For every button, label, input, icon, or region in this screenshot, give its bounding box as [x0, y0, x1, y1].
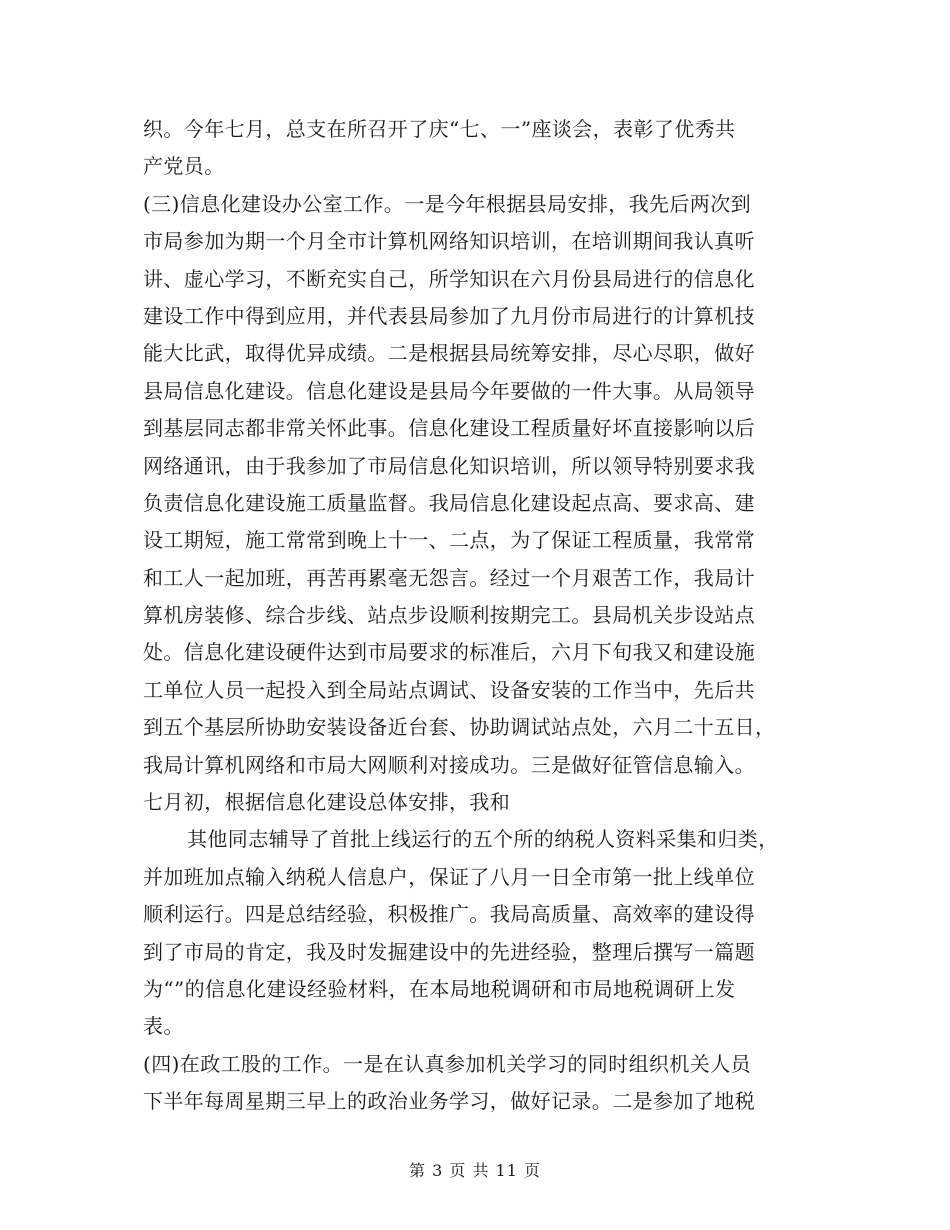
document-body	[143, 111, 823, 1121]
text-line: 市局参加为期一个月全市计算机网络知识培训，在培训期间我认真听	[143, 229, 755, 254]
text-line: 为“”的信息化建设经验材料，在本局地税调研和市局地税调研上发	[143, 976, 736, 1001]
text-line: (三)信息化建设办公室工作。一是今年根据县局安排，我先后两次到	[143, 191, 752, 216]
text-line: 到基层同志都非常关怀此事。信息化建设工程质量好坏直接影响以后	[143, 416, 755, 441]
text-line: 设工期短，施工常常到晚上十一、二点，为了保证工程质量，我常常	[143, 528, 755, 553]
text-line: 我局计算机网络和市局大网顺利对接成功。三是做好征管信息输入。	[143, 752, 755, 777]
text-line: 织。今年七月，总支在所召开了庆“七、一”座谈会，表彰了优秀共	[143, 117, 736, 141]
text-line: 表。	[143, 1014, 184, 1039]
text-line: 算机房装修、综合步线、站点步设顺利按期完工。县局机关步设站点	[143, 603, 755, 628]
text-line: 负责信息化建设施工质量监督。我局信息化建设起点高、要求高、建	[143, 490, 755, 515]
text-line: 到了市局的肯定，我及时发掘建设中的先进经验，整理后撰写一篇题	[143, 939, 755, 964]
text-line: 七月初，根据信息化建设总体安排，我和	[143, 790, 511, 815]
text-line: 建设工作中得到应用，并代表县局参加了九月份市局进行的计算机技	[143, 303, 755, 328]
text-line: 和工人一起加班，再苦再累毫无怨言。经过一个月艰苦工作，我局计	[143, 565, 755, 590]
text-line: (四)在政工股的工作。一是在认真参加机关学习的同时组织机关人员	[143, 1051, 752, 1076]
text-line: 工单位人员一起投入到全局站点调试、设备安装的工作当中，先后共	[143, 677, 755, 702]
text-line: 到五个基层所协助安装设备近台套、协助调试站点处，六月二十五日，	[143, 715, 776, 740]
text-line: 顺利运行。四是总结经验，积极推广。我局高质量、高效率的建设得	[143, 902, 755, 927]
text-line: 讲、虚心学习，不断充实自己，所学知识在六月份县局进行的信息化	[143, 266, 755, 291]
text-line: 其他同志辅导了首批上线运行的五个所的纳税人资料采集和归类，	[187, 827, 779, 852]
text-line: 产党员。	[143, 154, 225, 179]
page-number-footer: 第 3 页 共 11 页	[409, 1161, 541, 1180]
text-line: 处。信息化建设硬件达到市局要求的标准后，六月下旬我又和建设施	[143, 640, 755, 665]
text-line: 县局信息化建设。信息化建设是县局今年要做的一件大事。从局领导	[143, 378, 755, 403]
text-line: 并加班加点输入纳税人信息户，保证了八月一日全市第一批上线单位	[143, 864, 755, 889]
text-line: 下半年每周星期三早上的政治业务学习，做好记录。二是参加了地税	[143, 1089, 755, 1114]
text-line: 能大比武，取得优异成绩。二是根据县局统筹安排，尽心尽职，做好	[143, 341, 755, 366]
text-line: 网络通讯，由于我参加了市局信息化知识培训，所以领导特别要求我	[143, 453, 755, 478]
